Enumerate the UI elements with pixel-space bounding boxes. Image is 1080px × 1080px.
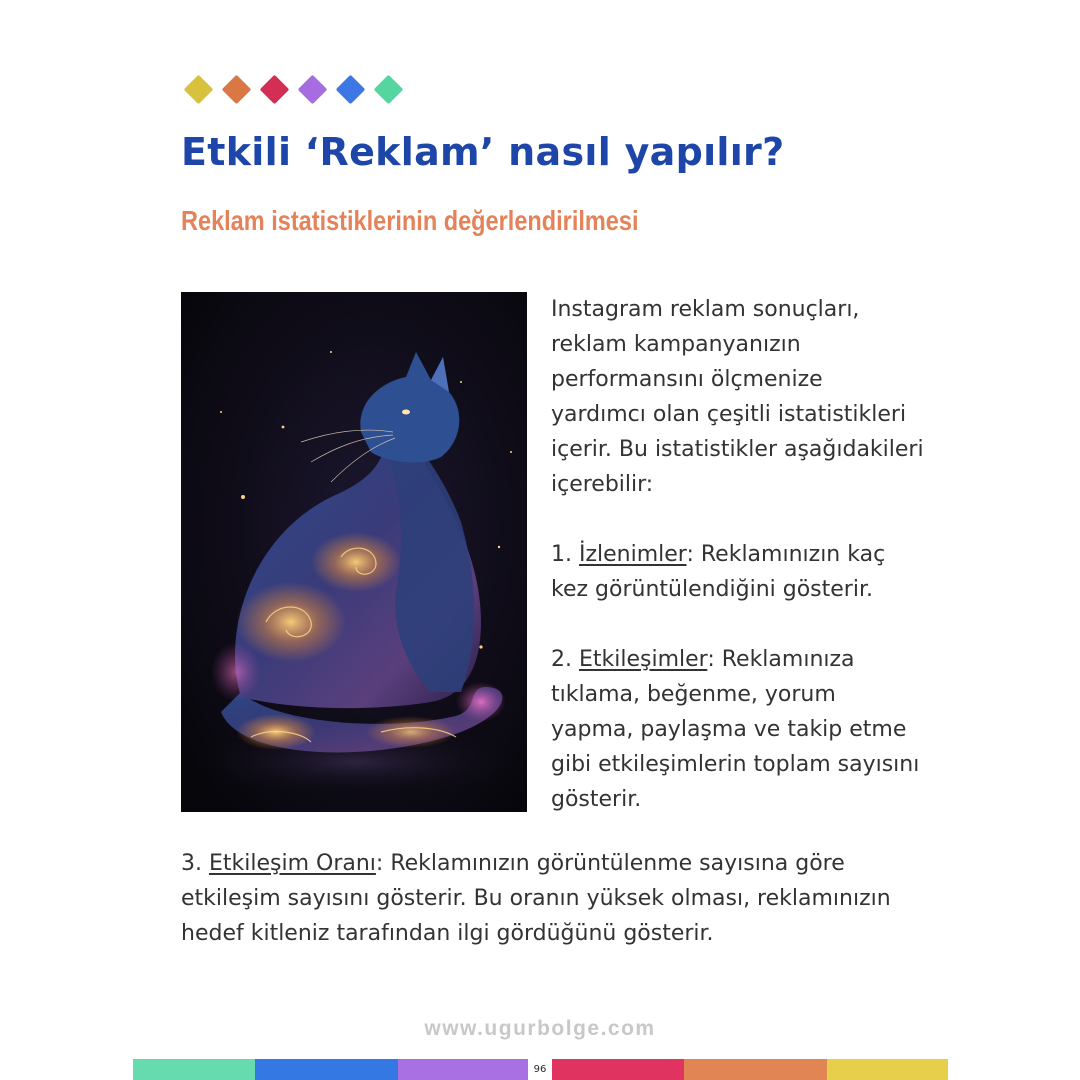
item-number: 2. bbox=[551, 647, 579, 672]
page-number: 96 bbox=[528, 1059, 552, 1080]
item-term: İzlenimler bbox=[578, 542, 687, 567]
intro-line: içerir. Bu istatistikler aşağıdakileri bbox=[551, 437, 924, 462]
item-term: Etkileşimler bbox=[578, 647, 708, 672]
item-text: kez görüntülendiğini gösterir. bbox=[551, 577, 873, 602]
diamond-yellow bbox=[184, 75, 214, 105]
diamond-orange bbox=[222, 75, 252, 105]
color-bar-segment-blue bbox=[255, 1059, 398, 1080]
item-text: gibi etkileşimlerin toplam sayısını bbox=[551, 752, 920, 777]
intro-line: yardımcı olan çeşitli istatistikleri bbox=[551, 402, 907, 427]
color-bar-segment-red bbox=[552, 1059, 684, 1080]
intro-line: reklam kampanyanızın bbox=[551, 332, 801, 357]
diamond-purple bbox=[298, 75, 328, 105]
list-item-engagements bbox=[551, 642, 924, 817]
intro-line: Instagram reklam sonuçları, bbox=[551, 297, 860, 322]
color-bar-segment-orange bbox=[684, 1059, 827, 1080]
item-text: tıklama, beğenme, yorum bbox=[551, 682, 836, 707]
item-text: hedef kitleniz tarafından ilgi gördüğünü gösterir. bbox=[181, 921, 714, 946]
color-bar-segment-purple bbox=[398, 1059, 528, 1080]
list-item-impressions bbox=[551, 537, 924, 607]
color-bar-segment-green bbox=[133, 1059, 255, 1080]
cosmic-cat-image bbox=[181, 292, 527, 812]
website-url: www.ugurbolge.com bbox=[424, 1017, 656, 1040]
item-text: : Reklamınıza bbox=[707, 647, 855, 672]
item-text: gösterir. bbox=[551, 787, 642, 812]
item-number: 1. bbox=[551, 542, 579, 567]
page-title: Etkili ‘Reklam’ nasıl yapılır? bbox=[181, 130, 785, 174]
color-bar-segment-yellow bbox=[827, 1059, 948, 1080]
intro-line: performansını ölçmenize bbox=[551, 367, 823, 392]
item-term: Etkileşim Oranı bbox=[208, 851, 376, 876]
item-text: etkileşim sayısını gösterir. Bu oranın yüksek olması, reklamınızın bbox=[181, 886, 891, 911]
item-number: 3. bbox=[181, 851, 209, 876]
page-subtitle: Reklam istatistiklerinin değerlendirilmesi bbox=[181, 205, 639, 236]
list-item-engagement-rate bbox=[181, 846, 891, 951]
intro-paragraph bbox=[551, 292, 924, 502]
diamond-blue bbox=[336, 75, 366, 105]
intro-column bbox=[551, 292, 924, 817]
intro-line: içerebilir: bbox=[551, 472, 654, 497]
diamond-red bbox=[260, 75, 290, 105]
item-text: : Reklamınızın kaç bbox=[686, 542, 886, 567]
diamond-green bbox=[374, 75, 404, 105]
item-text: : Reklamınızın görüntülenme sayısına göre bbox=[375, 851, 845, 876]
item-text: yapma, paylaşma ve takip etme bbox=[551, 717, 907, 742]
